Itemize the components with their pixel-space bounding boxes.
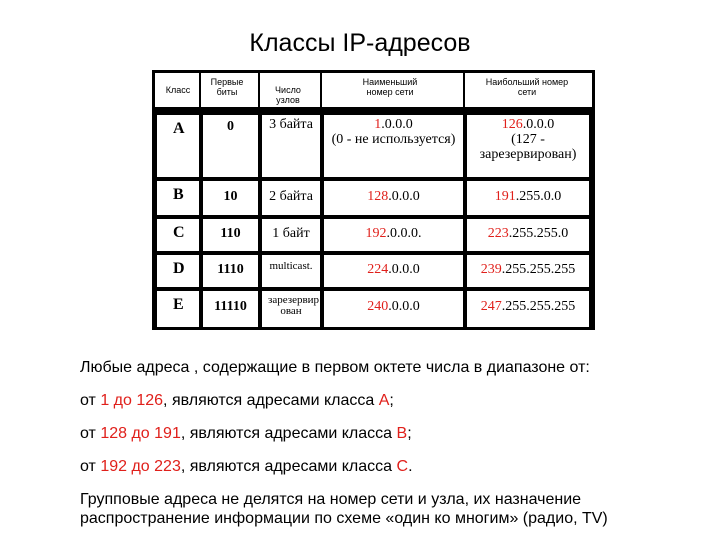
min-network-cell — [324, 255, 463, 287]
max-network-cell — [467, 219, 589, 251]
line-text: , являются адресами класса — [180, 458, 397, 475]
first-bits-cell: 1110 — [203, 255, 258, 287]
max-network-cell — [467, 181, 589, 215]
line-end: ; — [389, 392, 394, 409]
header-divider — [258, 73, 260, 107]
min-rest-octets: .0.0.0 — [381, 117, 413, 132]
class-letter: C — [396, 458, 409, 475]
header-min-network: Наименьший номер сети — [362, 77, 418, 97]
class-cell: C — [157, 219, 199, 251]
line-end: . — [408, 458, 413, 475]
max-first-octet: 223 — [487, 226, 509, 241]
min-network-cell — [324, 115, 463, 177]
header-node-count: Число узлов — [275, 85, 301, 105]
notes-line-class-b — [80, 424, 700, 443]
min-rest-octets: .0.0.0. — [386, 226, 422, 241]
notes-line-class-a — [80, 391, 700, 410]
first-bits-cell: 10 — [203, 181, 258, 215]
max-rest-octets: .255.255.255 — [501, 262, 576, 277]
min-network-cell — [324, 291, 463, 327]
line-prefix: от — [80, 458, 101, 475]
class-cell: D — [157, 255, 199, 287]
min-rest-octets: .0.0.0 — [388, 262, 420, 277]
ip-classes-table — [152, 70, 595, 330]
explanation-text — [80, 358, 700, 528]
line-prefix: от — [80, 425, 101, 442]
min-first-octet: 192 — [365, 226, 387, 241]
header-class: Класс — [165, 85, 191, 95]
max-network-cell — [467, 255, 589, 287]
node-count-cell: 1 байт — [262, 219, 320, 251]
line-end: ; — [407, 425, 412, 442]
max-note: (127 - зарезервирован) — [479, 132, 577, 162]
min-network-cell — [324, 219, 463, 251]
min-first-octet: 128 — [367, 189, 389, 204]
range-value: 1 до 126 — [100, 392, 164, 409]
min-first-octet: 224 — [367, 262, 389, 277]
line-text: , являются адресами класса — [180, 425, 397, 442]
class-letter: B — [396, 425, 408, 442]
max-first-octet: 247 — [480, 299, 502, 314]
max-network-cell — [467, 291, 589, 327]
page-title: Классы IP-адресов — [249, 29, 471, 57]
line-text: , являются адресами класса — [163, 392, 379, 409]
min-rest-octets: .0.0.0 — [388, 189, 420, 204]
min-first-octet: 1 — [374, 117, 382, 132]
min-note: (0 - не используется) — [331, 132, 456, 147]
range-value: 192 до 223 — [100, 458, 181, 475]
header-divider — [320, 73, 322, 107]
min-first-octet: 240 — [367, 299, 389, 314]
class-cell: B — [157, 181, 199, 215]
header-divider — [463, 73, 465, 107]
max-rest-octets: .255.0.0 — [515, 189, 562, 204]
node-count-cell: 3 байта — [262, 115, 320, 177]
min-network-cell — [324, 181, 463, 215]
notes-multicast: Групповые адреса не делятся на номер сети и узла, их назначение распространение информации по схеме «один ко многим» (радио, TV) — [80, 491, 608, 527]
first-bits-cell: 110 — [203, 219, 258, 251]
header-divider — [199, 73, 201, 107]
first-bits-cell: 0 — [203, 115, 258, 177]
max-first-octet: 126 — [501, 117, 523, 132]
notes-intro: Любые адреса , содержащие в первом октете числа в диапазоне от: — [80, 359, 590, 376]
max-first-octet: 239 — [480, 262, 502, 277]
max-rest-octets: .255.255.0 — [508, 226, 569, 241]
notes-line-class-c — [80, 457, 700, 476]
header-first-bits: Первые биты — [210, 77, 244, 97]
header-max-network: Наибольший номер сети — [485, 77, 569, 97]
node-count-cell: зарезервир ован — [262, 291, 320, 327]
node-count-cell: 2 байта — [262, 181, 320, 215]
node-count-cell: multicast. — [262, 255, 320, 287]
min-rest-octets: .0.0.0 — [388, 299, 420, 314]
max-first-octet: 191 — [494, 189, 516, 204]
max-network-cell — [467, 115, 589, 177]
class-cell: A — [157, 115, 199, 177]
first-bits-cell: 11110 — [203, 291, 258, 327]
max-rest-octets: .255.255.255 — [501, 299, 576, 314]
max-rest-octets: .0.0.0 — [522, 117, 555, 132]
class-cell: E — [157, 291, 199, 327]
class-letter: А — [378, 392, 390, 409]
line-prefix: от — [80, 392, 101, 409]
range-value: 128 до 191 — [100, 425, 181, 442]
